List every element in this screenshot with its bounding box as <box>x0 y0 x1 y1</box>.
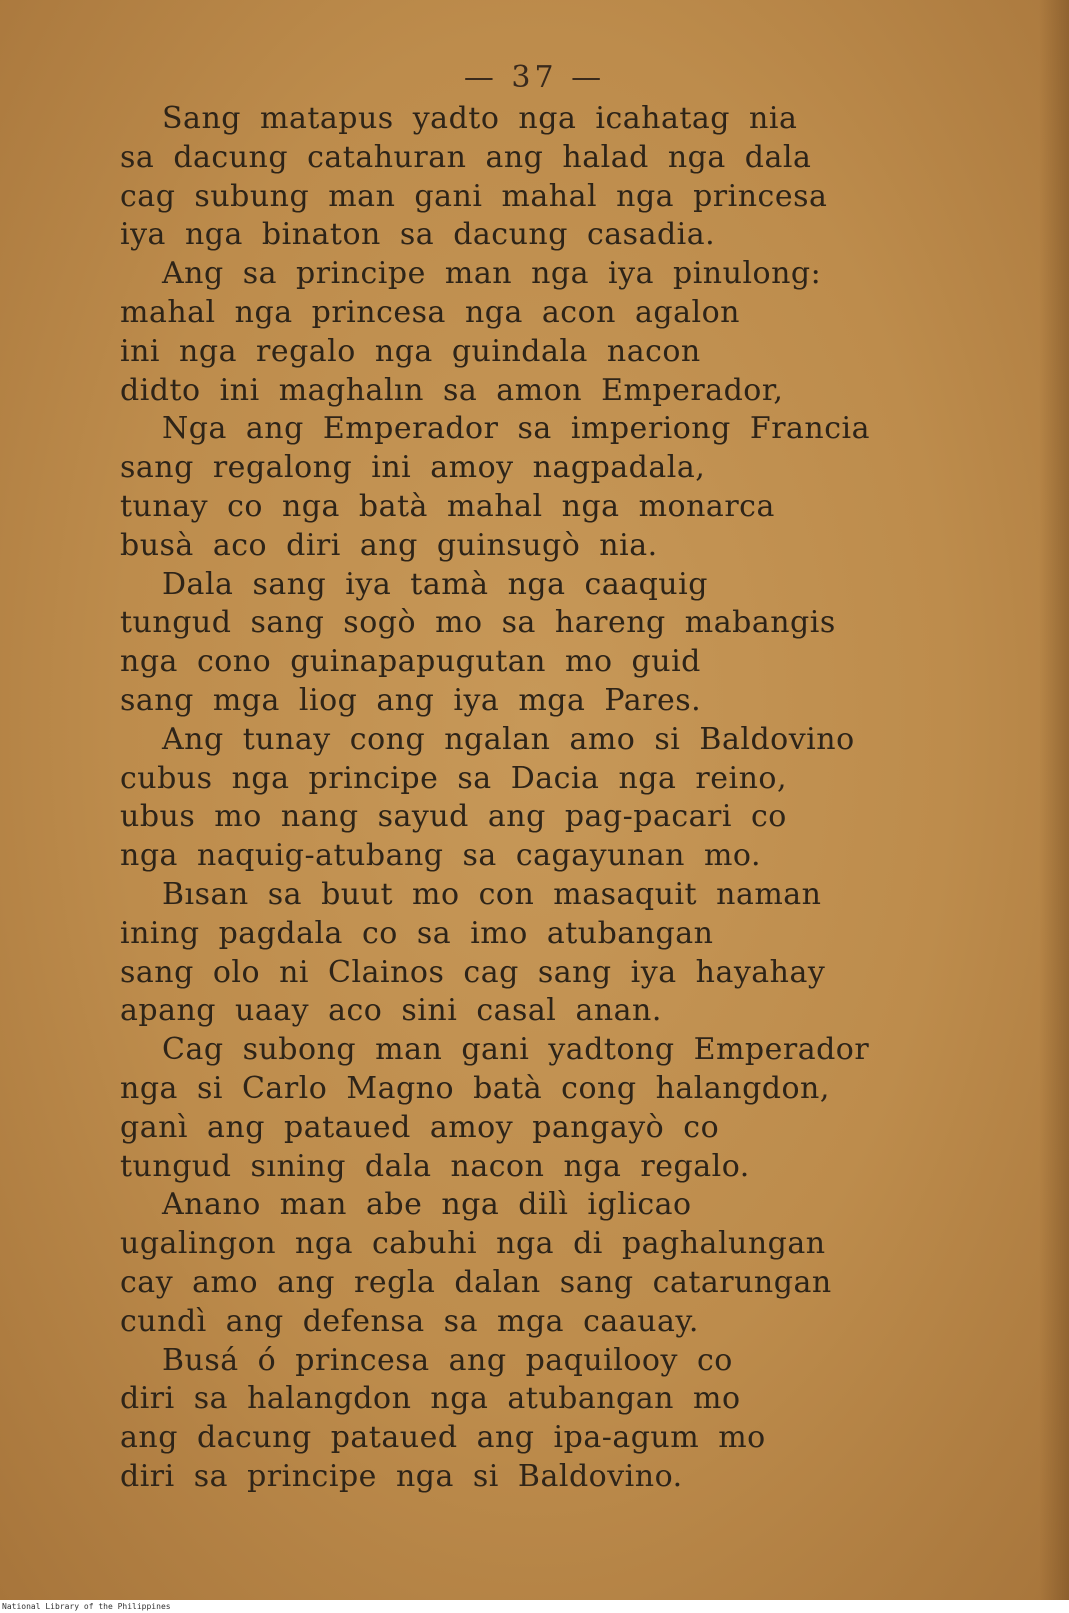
verse-line: Anano man abe nga dilì iglicao <box>162 1187 692 1223</box>
verse-line: cay amo ang regla dalan sang catarungan <box>120 1264 832 1300</box>
verse-line: apang uaay aco sini casal anan. <box>120 993 662 1029</box>
verse-line: cundì ang defensa sa mga caauay. <box>120 1303 699 1339</box>
verse-line: Ang sa principe man nga iya pinulong: <box>162 256 822 292</box>
verse-line: ining pagdala co sa imo atubangan <box>120 915 714 951</box>
verse-line: cag subung man gani mahal nga princesa <box>120 178 828 214</box>
verse-line: ugalingon nga cabuhi nga di paghalungan <box>120 1226 826 1262</box>
verse-line: nga si Carlo Magno batà cong halangdon, <box>120 1070 830 1106</box>
verse-line: Nga ang Emperador sa imperiong Francia <box>162 411 871 447</box>
verse-line: tunay co nga batà mahal nga monarca <box>120 488 775 524</box>
verse-line: mahal nga princesa nga acon agalon <box>120 294 740 330</box>
verse-text-block <box>120 100 920 1497</box>
verse-line: ang dacung pataued ang ipa-agum mo <box>120 1420 766 1456</box>
verse-line: didto ini maghalın sa amon Emperador, <box>120 372 784 408</box>
verse-line: tungud sang sogò mo sa hareng mabangis <box>120 605 836 641</box>
verse-line: Bısan sa buut mo con masaquit naman <box>162 876 822 912</box>
verse-line: sang mga liog ang iya mga Pares. <box>120 682 702 718</box>
verse-line: cubus nga principe sa Dacia nga reino, <box>120 760 788 796</box>
page-number: — 37 — <box>463 60 606 95</box>
verse-line: sang regalong ini amoy nagpadala, <box>120 450 706 486</box>
verse-line: busà aco diri ang guinsugò nia. <box>120 527 658 563</box>
library-credit: National Library of the Philippines <box>2 1602 171 1611</box>
verse-line: diri sa halangdon nga atubangan mo <box>120 1381 741 1417</box>
verse-line: ubus mo nang sayud ang pag-pacari co <box>120 799 787 835</box>
verse-line: Sang matapus yadto nga icahatag nia <box>162 101 798 136</box>
verse-line: tungud sıning dala nacon nga regalo. <box>120 1148 750 1184</box>
verse-line: ganì ang pataued amoy pangayò co <box>120 1109 720 1145</box>
verse-line: sang olo ni Clainos cag sang iya hayahay <box>120 954 826 990</box>
verse-line: diri sa principe nga si Baldovino. <box>120 1458 683 1494</box>
verse-line: nga cono guinapapugutan mo guid <box>120 644 701 680</box>
verse-line: Busá ó princesa ang paquilooy co <box>162 1342 733 1378</box>
page-edge-shadow <box>1039 0 1069 1600</box>
verse-line: nga naquig-atubang sa cagayunan mo. <box>120 838 761 874</box>
verse-line: Cag subong man gani yadtong Emperador <box>162 1032 870 1068</box>
verse-line: ini nga regalo nga guindala nacon <box>120 333 701 369</box>
verse-line: sa dacung catahuran ang halad nga dala <box>120 139 812 175</box>
verse-line: Ang tunay cong ngalan amo si Baldovino <box>162 721 855 757</box>
verse-line: iya nga binaton sa dacung casadia. <box>120 217 716 253</box>
verse-line: Dala sang iya tamà nga caaquig <box>162 566 708 602</box>
